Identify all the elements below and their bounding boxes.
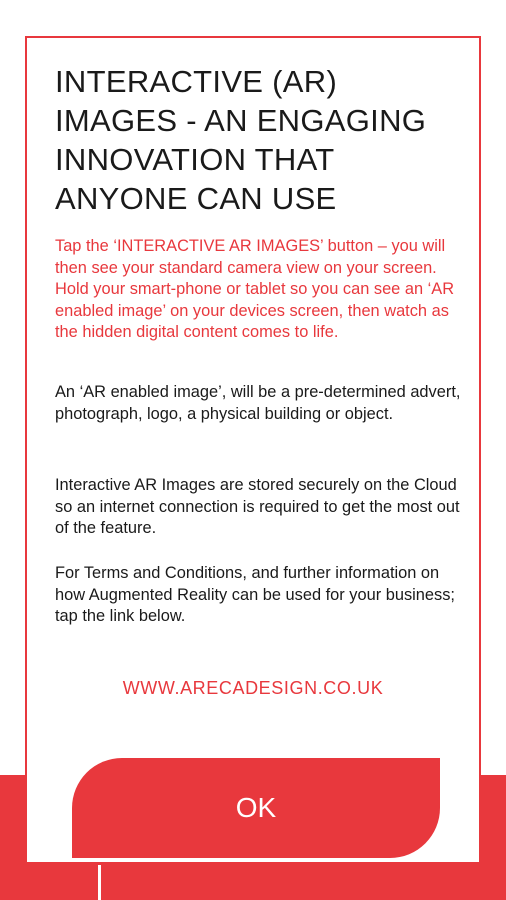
info-dialog bbox=[25, 36, 481, 864]
paragraph-terms-info: For Terms and Conditions, and further information on how Augmented Reality can be used for your business; tap the link below. bbox=[55, 564, 455, 625]
ok-button-label: OK bbox=[235, 792, 277, 823]
bottom-divider bbox=[98, 865, 101, 900]
paragraph-ar-enabled-image: An ‘AR enabled image’, will be a pre-determined advert, photograph, logo, a physical building or object. bbox=[55, 383, 461, 423]
dialog-title: INTERACTIVE (AR) IMAGES - AN ENGAGING INNOVATION THAT ANYONE CAN USE bbox=[55, 64, 427, 216]
ok-button[interactable] bbox=[72, 758, 440, 858]
website-link[interactable]: WWW.ARECADESIGN.CO.UK bbox=[122, 678, 384, 698]
paragraph-cloud-storage: Interactive AR Images are stored securely on the Cloud so an internet connection is required to get the most out of the feature. bbox=[55, 476, 460, 537]
dialog-intro-text: Tap the ‘INTERACTIVE AR IMAGES’ button – you will then see your standard camera view on your screen. Hold your smart-phone or tablet so you can see an ‘AR enabled image’ on your devices screen, then watch as the hidden digital content comes to life. bbox=[55, 237, 455, 341]
